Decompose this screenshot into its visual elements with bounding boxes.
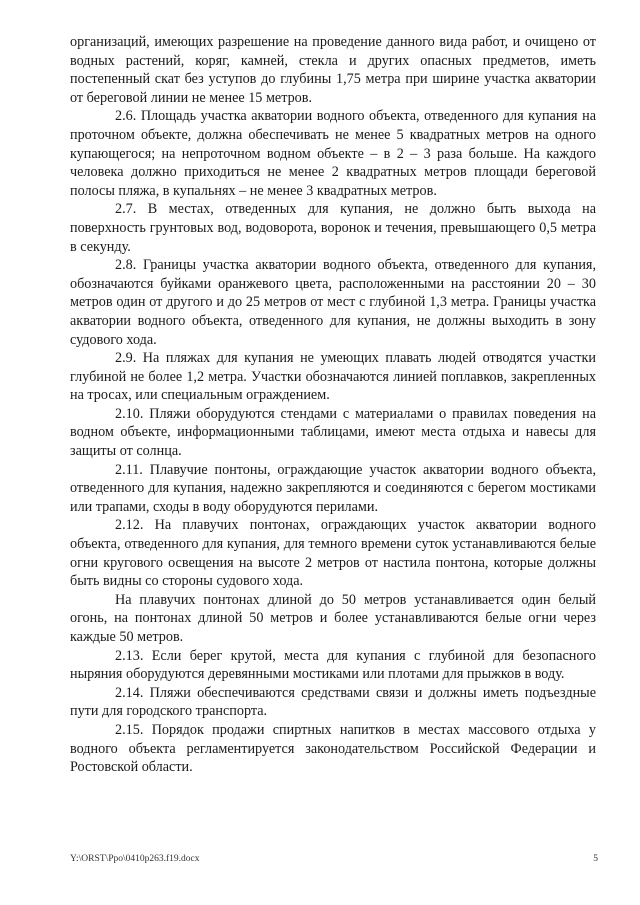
paragraph-2-9: 2.9. На пляжах для купания не умеющих плавать людей отводятся участки глубиной не более 1,2 метра. Участки обозначаются линией поплавков, закрепленных на тросах, или специальным ограждением. [70,350,596,404]
document-body [70,33,596,777]
paragraph-2-10: 2.10. Пляжи оборудуются стендами с материалами о правилах поведения на водном объекте, информационными таблицами, имеют места отдыха и навесы для защиты от солнца. [70,405,596,460]
footer-page-number: 5 [593,854,598,864]
footer-file-path: Y:\ORST\Ppo\0410p263.f19.docx [70,854,200,864]
paragraph-2-13: 2.13. Если берег крутой, места для купания с глубиной для безопасного ныряния оборудуются деревянными мостиками или плотами для прыжков в воду. [70,647,596,683]
paragraph-2-12: 2.12. На плавучих понтонах, ограждающих участок акватории водного объекта, отведенного для купания, для темного времени суток устанавливаются белые огни кругового освещения на высоте 2 метров от настила понтона, которые должны быть видны со стороны судового хода. [70,517,596,590]
paragraph-2-11: 2.11. Плавучие понтоны, ограждающие участок акватории водного объекта, отведенного для купания, надежно закрепляются и соединяются с берегом мостиками или трапами, сходы в воду оборудуются перилами. [70,461,596,515]
paragraph-2-8: 2.8. Границы участка акватории водного объекта, отведенного для купания, обозначаются буйками оранжевого цвета, расположенными на расстоянии 20 – 30 метров один от другого и до 25 метров от мест с глубиной 1,3 метра. Границы участка акватории водного объекта, отведенного для купания, не должны выходить в зону судового хода. [70,257,596,348]
paragraph-2-6: 2.6. Площадь участка акватории водного объекта, отведенного для купания на проточном объекте, должна обеспечивать не менее 5 квадратных метров на одного купающегося; на непроточном водном объекте – в 2 – 3 раза больше. На каждого человека должно приходиться не менее 2 квадратных метров площади береговой полосы пляжа, в купальнях – не менее 3 квадратных метров. [70,108,596,199]
paragraph-2-7: 2.7. В местах, отведенных для купания, не должно быть выхода на поверхность грунтовых вод, водоворота, воронок и течения, превышающего 0,5 метра в секунду. [70,201,596,255]
paragraph-2-14: 2.14. Пляжи обеспечиваются средствами связи и должны иметь подъездные пути для городского транспорта. [70,684,596,720]
paragraph-continuation: организаций, имеющих разрешение на проведение данного вида работ, и очищено от водных растений, коряг, камней, стекла и других опасных предметов, иметь постепенный скат без уступов до глубины 1,75 метра при ширине участка акватории от береговой линии не менее 15 метров. [70,34,596,106]
paragraph-2-12-note: На плавучих понтонах длиной до 50 метров устанавливается один белый огонь, на понтонах длиной 50 метров и более устанавливаются белые огни через каждые 50 метров. [70,591,596,645]
paragraph-2-15: 2.15. Порядок продажи спиртных напитков в местах массового отдыха у водного объекта регламентируется законодательством Российской Федерации и Ростовской области. [70,721,596,776]
